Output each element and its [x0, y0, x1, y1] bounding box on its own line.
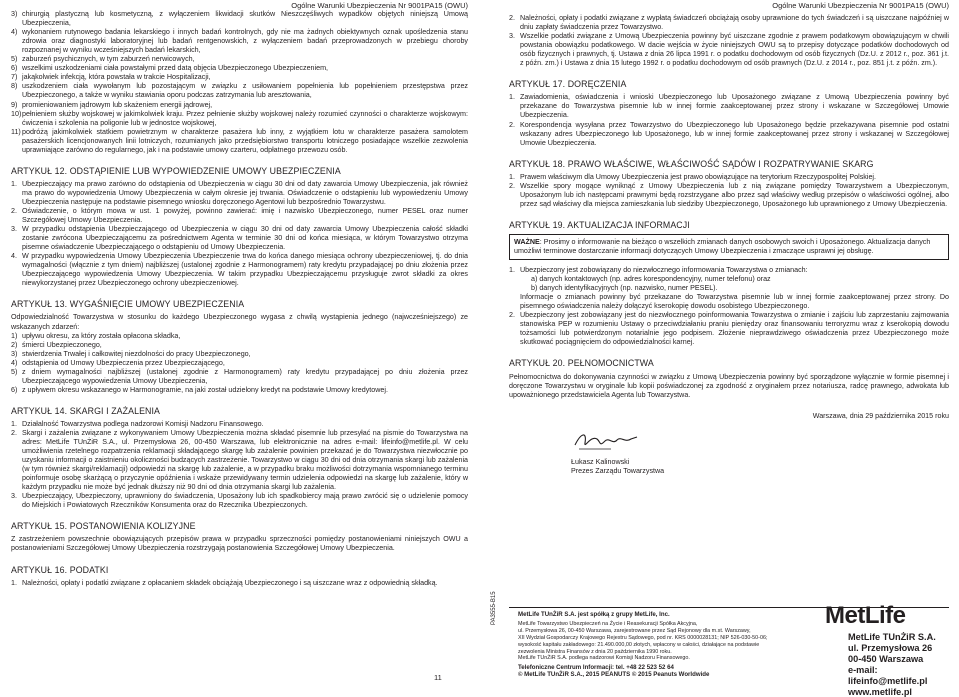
item-number: 3.: [11, 225, 17, 234]
list-item: [11, 225, 468, 252]
item-text: z upływem okresu wskazanego w Harmonogramie, na jaki został udzielony kredyt na podstawie Umowy kredytowej.: [22, 385, 388, 394]
item-number: 4.: [11, 252, 17, 261]
item-number: 3.: [509, 32, 515, 41]
important-note-text: : Prosimy o informowanie na bieżąco o wszelkich zmianach danych osobowych swoich i Uposażonego. Aktualizacja danych umożliwi terminowe dostarczanie informacji dotyczących Umowy Ubezpieczenia i zmaczące usprawni jej obsługę.: [514, 237, 931, 255]
item-text: stwierdzenia Trwałej i całkowitej niezdolności do pracy Ubezpieczonego,: [22, 349, 251, 358]
item-text: jakąkolwiek infekcją, która powstała w trakcie Hospitalizacji,: [22, 73, 211, 82]
list-item: [11, 368, 468, 386]
item-text: Wszelkie podatki związane z Umową Ubezpieczenia powinny być uiszczane zgodnie z prawem podatkowym obowiązującym w chwili powstania obowiązku podatkowego. W dacie wejścia w życie niniejszych OWU są to przepisy dotyczące podatków dochodowych od osób fizycznych i prawnych, tj. Ustawa z dnia 26 lipca 1991 r. o podatku dochodowym od osób fizycznych (Dz.U. z 2012 r., poz. 361 j.t. z późn. zm.) i Ustawa z dnia 15 lutego 1992 r. o podatku dochodowym od osób prawnych (Dz.U. z 2014 r., poz. 851 j.t. z późn. zm.).: [520, 32, 949, 68]
item-number: 4): [11, 358, 18, 367]
item-number: 6): [11, 385, 18, 394]
item-text: śmierci Ubezpieczonego,: [22, 340, 102, 349]
item-number: 9): [11, 100, 18, 109]
item-text: Ubezpieczający ma prawo zarówno do odstąpienia od Ubezpieczenia w ciągu 30 dni od daty zawarcia Umowy Ubezpieczenia, jak również ma prawo do wypowiedzenia Umowy Ubezpieczenia w całym okresie jej trwania. Oświadczenie o odstąpieniu lub wypowiedzeniu Umowy Ubezpieczenia następuje na podstawie pisemnego wniosku doręczonego Agentowi lub bezpośrednio Towarzystwu.: [22, 179, 468, 206]
metlife-logo: MetLife: [825, 602, 906, 629]
footer-legal-line: zezwolenia Ministra Finansów z dnia 20 października 1990 roku.: [518, 648, 672, 655]
article-13-title: ARTYKUŁ 13. WYGAŚNIĘCIE UMOWY UBEZPIECZENIA: [11, 299, 245, 310]
item-number: 7): [11, 73, 18, 82]
item-text: pełnieniem służby wojskowej w jakimkolwiek kraju. Przez pełnienie służby wojskowej należy rozumieć czynności o charakterze wojskowym: ćwiczenia i szkolenia na poligonie lub w jednostce wojskowej,: [22, 109, 468, 127]
item-text: Zawiadomienia, oświadczenia i wnioski Ubezpieczonego lub Uposażonego związane z Umową Ubezpieczenia powinny być przekazane do Towarzystwa pisemnie lub w innej formie zaakceptowanej przez strony i wskazane w Szczegółowej Umowie Ubezpieczenia.: [520, 93, 949, 120]
list-item: [11, 350, 468, 359]
list-item: [11, 73, 468, 82]
list-item: [11, 429, 468, 492]
company-name: MetLife TUnŻiR S.A.: [848, 632, 936, 642]
footer-legal: [518, 612, 778, 679]
item-number: 2): [11, 340, 18, 349]
list-item: [11, 110, 468, 128]
important-label: WAŻNE: [514, 237, 540, 246]
item-text: Ubezpieczony jest zobowiązany jest do niezwłocznego poinformowania Towarzystwa o zmianie i zajściu lub zaprzestaniu zajmowania stanowiska PEP w rozumieniu Ustawy o przeciwdziałaniu praniu pieniędzy oraz finansowaniu terroryzmu wraz z kserokopią dowodu tożsamości lub potwierdzonym notarialnie jego podpisem. Złożenie nieprawdziwego oświadczenia przez Ubezpieczonego może skutkować pociągnięciem do odpowiedzialności karnej.: [520, 311, 949, 347]
item-text: W przypadku wypowiedzenia Umowy Ubezpieczenia Ubezpieczenie trwa do końca danego miesiąca ochrony ubezpieczeniowej, tj. do dnia wymagalności (włącznie z tym dniem) najbliższej (ustalonej zgodnie z Harmonogramem) raty kredytu przypadającej po dniu złożenia przez Ubezpieczającego wypowiedzenia Umowy Ubezpieczenia. W takim przypadku Ubezpieczającemu przysługuje zwrot składki za okres niewykorzystanej przez Ubezpieczonego ochrony ubezpieczeniowej.: [22, 252, 468, 288]
list-item: [509, 266, 949, 275]
list-item: [11, 359, 468, 368]
article-13-list: [11, 332, 468, 395]
list-item: [11, 252, 468, 288]
street: ul. Przemysłowa 26: [848, 642, 933, 653]
list-item: [11, 82, 468, 100]
item-number: 2.: [11, 428, 17, 437]
article-17-title: ARTYKUŁ 17. DORĘCZENIA: [509, 79, 627, 90]
item-text: Prawem właściwym dla Umowy Ubezpieczenia jest prawo obowiązujące na terytorium Rzeczypospolitej Polskiej.: [520, 172, 876, 181]
running-header-right: Ogólne Warunki Ubezpieczenia Nr 9001PA15 (OWU): [772, 1, 949, 10]
item-number: 5): [11, 367, 18, 376]
article-15-text: Z zastrzeżeniem powszechnie obowiązujących przepisów prawa w przypadku sprzeczności pomiędzy postanowieniami niniejszych OWU a postanowieniami Szczegółowej Umowy Ubezpieczenia rozstrzygają postanowienia Szczegółowej Umowy Ubezpieczenia.: [11, 535, 468, 553]
item-text: Ubezpieczony jest zobowiązany do niezwłocznego informowania Towarzystwa o zmianach:: [520, 266, 808, 275]
website[interactable]: www.metlife.pl: [848, 686, 912, 697]
item-number: 2.: [509, 120, 515, 129]
item-number: 1.: [509, 172, 515, 181]
list-item: [509, 93, 949, 120]
list-item: [11, 64, 468, 73]
item-text: Działalność Towarzystwa podlega nadzorowi Komisji Nadzoru Finansowego.: [22, 419, 264, 428]
email[interactable]: e-mail: lifeinfo@metlife.pl: [848, 664, 928, 686]
signature-image: [571, 425, 641, 455]
item-text: Należności, opłaty i podatki związane z opłacaniem składek obciążają Ubezpieczonego i są uiszczane wraz z odpowiednią składką.: [22, 578, 438, 587]
right-column: [509, 0, 949, 476]
item-text: wykonaniem rutynowego badania lekarskiego i innych badań kontrolnych, gdy nie ma żadnych obiektywnych oznak upośledzenia stanu zdrowia oraz diagnostyki laboratoryjnej lub badań rentgenowskich, z wyłączeniem badań przeprowadzonych w przebiegu choroby rozpoznanej w wyniku wcześniejszych badań lekarskich,: [22, 28, 468, 55]
article-19-after: Informacje o zmianach powinny być przekazane do Towarzystwa pisemnie lub w innej formie zaakceptowanej przez strony. Do pisemnego oświadczenia należy dołączyć kserokopię dowodu osobistego Ubezpieczonego.: [520, 293, 949, 311]
item-number: 1.: [11, 179, 17, 188]
item-number: 4): [11, 28, 18, 37]
city: 00-450 Warszawa: [848, 653, 924, 664]
side-code: PA3555-B15: [491, 591, 497, 625]
item-number: 3): [11, 349, 18, 358]
list-item: [11, 341, 468, 350]
article-16-continued: [509, 14, 949, 68]
footer-legal-line: XII Wydział Gospodarczy Krajowego Rejestru Sądowego, pod nr. KRS 0000028131; NIP 526-030-50-06;: [518, 634, 768, 641]
list-item: [11, 128, 468, 155]
footer-group-line: MetLife TUnŻiR S.A. jest spółką z grupy MetLife, Inc.: [518, 611, 670, 618]
signer-title: Prezes Zarządu Towarzystwa: [571, 466, 665, 475]
subitem-b: b) danych identyfikacyjnych (np. nazwisko, numer PESEL).: [531, 284, 718, 293]
item-text: podróżą jakimkolwiek statkiem powietrznym w charakterze pasażera lub inny, z wyjątkiem lotu w charakterze pasażera samolotem pasażerskich licencjonowanych linii lotniczych, rozumianych jako przedsiębiorstwo transportu lotniczego posiadające wszelkie zezwolenia uprawniające zarówno do regularnego, jak i na podstawie umowy czarteru, odpłatnego przewozu osób.: [22, 127, 468, 154]
footer-legal-line: wysokość kapitału zakładowego: 21.490.000,00 złotych, wpłacony w całości, działające na podstawie: [518, 641, 760, 648]
list-item: [11, 28, 468, 55]
article-18-list: [509, 173, 949, 209]
list-item: [11, 492, 468, 510]
footer-legal-line: MetLife Towarzystwo Ubezpieczeń na Życie i Reasekuracji Spółka Akcyjna,: [518, 620, 698, 627]
date-line: Warszawa, dnia 29 października 2015 roku: [812, 411, 949, 420]
item-number: 1.: [11, 578, 17, 587]
article-16-list: [11, 579, 468, 588]
left-column: [11, 0, 468, 588]
subitem-a: a) danych kontaktowych (np. adres korespondencyjny, numer telefonu) oraz: [531, 275, 771, 284]
article-15-title: ARTYKUŁ 15. POSTANOWIENIA KOLIZYJNE: [11, 521, 196, 532]
page-number: 11: [434, 673, 442, 682]
item-text: Skargi i zażalenia związane z wykonywaniem Umowy Ubezpieczenia można składać pisemnie lub przesyłać na pismie do Towarzystwa na adres: MetLife TUnŻiR S.A., ul. Przemysłowa 26, 00-450 Warszawa, lub elektronicznie na adres e-mail: lifeinfo@metlife.pl. W celu umożliwienia rzetelnego rozpatrzenia reklamacji składającego skargę lub zażalenie powinien przekazać je do Towarzystwa niezwłocznie po uzyskaniu informacji o zaistnieniu okoliczności budzących zastrzeżenie. Towarzystwo w ciągu 30 dni od dnia otrzymania skargi lub zażalenia (w tym również skargi/reklamacji) odpowiedzi na skargę lub zażalenie, a w przypadku braku możliwości dotrzymania wspomnianego terminu poinformuje osobę skarżącą o przyczynie opóźnienia i wskaże przewidywany termin udzielenia odpowiedzi na skargę lub zażalenie, który w każdym przypadku nie może być jednak dłuższy niż 90 dni od dnia otrzymania skargi lub zażalenia.: [22, 428, 468, 492]
article-18-title: ARTYKUŁ 18. PRAWO WŁAŚCIWE, WŁAŚCIWOŚĆ SĄDÓW I ROZPATRYWANIE SKARG: [509, 158, 874, 169]
footer-legal-line: MetLife TUnŻiR S.A. podlega nadzorowi Komisji Nadzoru Finansowego.: [518, 655, 690, 662]
article-14-title: ARTYKUŁ 14. SKARGI I ZAŻALENIA: [11, 405, 161, 416]
list-item: [11, 101, 468, 110]
item-number: 1.: [11, 419, 17, 428]
list-item: [509, 182, 949, 209]
exclusions-list: [11, 10, 468, 155]
item-text: chirurgią plastyczną lub kosmetyczną, z wyłączeniem likwidacji skutków Nieszczęśliwych wypadków objętych niniejszą Umową Ubezpieczenia,: [22, 10, 468, 28]
item-number: 11): [11, 127, 21, 136]
item-text: Korespondencja wysyłana przez Towarzystwo do Ubezpieczonego lub Uposażonego będzie przekazywana pisemnie pod ostatni wskazany adres Ubezpieczonego lub Uposażonego, lub w innej formie zaakceptowanej przez strony i wskazanej w Szczegółowej Umowie Ubezpieczenia.: [520, 120, 949, 147]
article-20-text: Pełnomocnictwa do dokonywania czynności w związku z Umową Ubezpieczenia powinny być sporządzone wyłącznie w formie pisemnej i doręczone Towarzystwu w oryginale lub kopii poświadczonej za zgodność z oryginałem przez notariusza, radcę prawnego, adwokata lub upoważnionego przedstawiciela Agenta lub Towarzystwa.: [509, 372, 949, 399]
footer-copyright: © MetLife TUnŻiR S.A., 2015 PEANUTS © 2015 Peanuts Worldwide: [518, 671, 710, 679]
list-item: [509, 32, 949, 68]
item-number: 2.: [509, 14, 515, 23]
signer-name: Łukasz Kalinowski: [571, 457, 630, 466]
item-number: 2.: [509, 181, 515, 190]
list-item: [509, 14, 949, 32]
running-header: Ogólne Warunki Ubezpieczenia Nr 9001PA15 (OWU): [291, 1, 468, 10]
footer: [509, 602, 949, 697]
list-item: [11, 207, 468, 225]
item-text: Wszelkie spory mogące wyniknąć z Umowy Ubezpieczenia lub z nią związane pomiędzy Towarzystwem a Ubezpieczonym, Uposażonym lub ich następcami prawnymi będą rozstrzygane albo przez sąd właściwy według przepisów o właściwości ogólnej, albo przez sąd właściwy dla miejsca zamieszkania lub siedziby Ubezpieczonego, Uposażonego lub uprawnionego z Umowy Ubezpieczenia.: [520, 181, 949, 208]
list-item: [11, 420, 468, 429]
footer-address: [848, 632, 949, 697]
item-text: Oświadczenie, o którym mowa w ust. 1 powyżej, powinno zawierać: imię i nazwisko Ubezpieczonego, numer PESEL oraz numer Szczegółowej Umowy Ubezpieczenia.: [22, 206, 468, 225]
item-number: 5): [11, 55, 18, 64]
important-note-box: [509, 234, 949, 260]
item-text: W przypadku odstąpienia Ubezpieczającego od Ubezpieczenia w ciągu 30 dni od daty zawarcia Umowy Ubezpieczenia całość składki zostanie zwrócona Ubezpieczającemu za pośrednictwem Agenta w terminie 30 dni od końca miesiąca, w którym Towarzystwo otrzyma pisemne oświadczenie Ubezpieczającego o odstąpieniu od Umowy Ubezpieczenia.: [22, 225, 468, 252]
list-item: [11, 10, 468, 28]
item-number: 2.: [509, 311, 515, 320]
item-text: odstąpienia od Umowy Ubezpieczenia przez Ubezpieczającego,: [22, 358, 225, 367]
item-text: promieniowaniem jądrowym lub skażeniem energii jądrowej,: [22, 100, 213, 109]
item-text: wszelkimi uszkodzeniami ciała powstałymi przed datą objęcia Ubezpieczonego Ubezpieczeniem,: [22, 64, 329, 73]
item-text: upływu okresu, za który została opłacona składka,: [22, 331, 181, 340]
item-number: 2.: [11, 206, 17, 215]
item-text: Należności, opłaty i podatki związane z wypłatą świadczeń obciążają osoby uprawnione do tych świadczeń i są uiszczane najpóźniej w dniu zapłaty świadczenia przez Towarzystwo.: [520, 14, 949, 32]
article-14-list: [11, 420, 468, 510]
item-text: zaburzeń psychicznych, w tym zaburzeń nerwicowych,: [22, 55, 195, 64]
item-number: 8): [11, 82, 18, 91]
item-number: 1): [11, 331, 18, 340]
item-number: 3): [11, 10, 18, 19]
article-19-list-2: [509, 311, 949, 347]
article-19-list: [509, 266, 949, 275]
article-16-title: ARTYKUŁ 16. PODATKI: [11, 564, 109, 575]
article-13-intro: Odpowiedzialność Towarzystwa w stosunku do każdego Ubezpieczonego wygasa z chwilą wystąpienia jednego (najwcześniejszego) ze wskazanych zdarzeń:: [11, 313, 468, 331]
footer-hotline: Telefoniczne Centrum Informacji: tel. +48 22 523 52 64: [518, 664, 674, 672]
article-19-subitems: [509, 275, 949, 293]
footer-legal-line: ul. Przemysłowa 26, 00-450 Warszawa, zarejestrowane przez Sąd Rejonowy dla m.st. Warszawy,: [518, 627, 751, 634]
item-text: uszkodzeniem ciała wywołanym lub pozostającym w związku z usiłowaniem popełnienia lub popełnieniem przestępstwa przez Ubezpieczonego, a także w wyniku stawiania oporu podczas zatrzymania lub aresztowania,: [22, 82, 468, 100]
item-number: 10): [11, 109, 22, 118]
article-20-title: ARTYKUŁ 20. PEŁNOMOCNICTWA: [509, 358, 654, 369]
list-item: [11, 579, 468, 588]
item-text: z dniem wymagalności najbliższej (ustalonej zgodnie z Harmonogramem) raty kredytu przypadającej po dniu złożenia przez Ubezpieczającego wypowiedzenia Umowy Ubezpieczenia,: [22, 367, 468, 385]
list-item: [11, 55, 468, 64]
article-17-list: [509, 93, 949, 147]
list-item: [509, 121, 949, 148]
item-number: 3.: [11, 492, 17, 501]
item-number: 1.: [509, 266, 515, 275]
item-number: 6): [11, 64, 18, 73]
list-item: [11, 180, 468, 207]
article-12-list: [11, 180, 468, 289]
list-item: [509, 173, 949, 182]
article-19-title: ARTYKUŁ 19. AKTUALIZACJA INFORMACJI: [509, 219, 690, 230]
list-item: [509, 311, 949, 347]
article-12-title: ARTYKUŁ 12. ODSTĄPIENIE LUB WYPOWIEDZENIE UMOWY UBEZPIECZENIA: [11, 165, 341, 176]
item-text: Ubezpieczający, Ubezpieczony, uprawniony do świadczenia, Uposażony lub ich spadkobiercy mają prawo zwrócić się o udzielenie pomocy do Miejskich i Powiatowych Rzeczników Konsumenta oraz do Rzecznika Ubezpieczonych.: [22, 492, 468, 510]
item-number: 1.: [509, 93, 515, 102]
list-item: [11, 332, 468, 341]
list-item: [11, 386, 468, 395]
